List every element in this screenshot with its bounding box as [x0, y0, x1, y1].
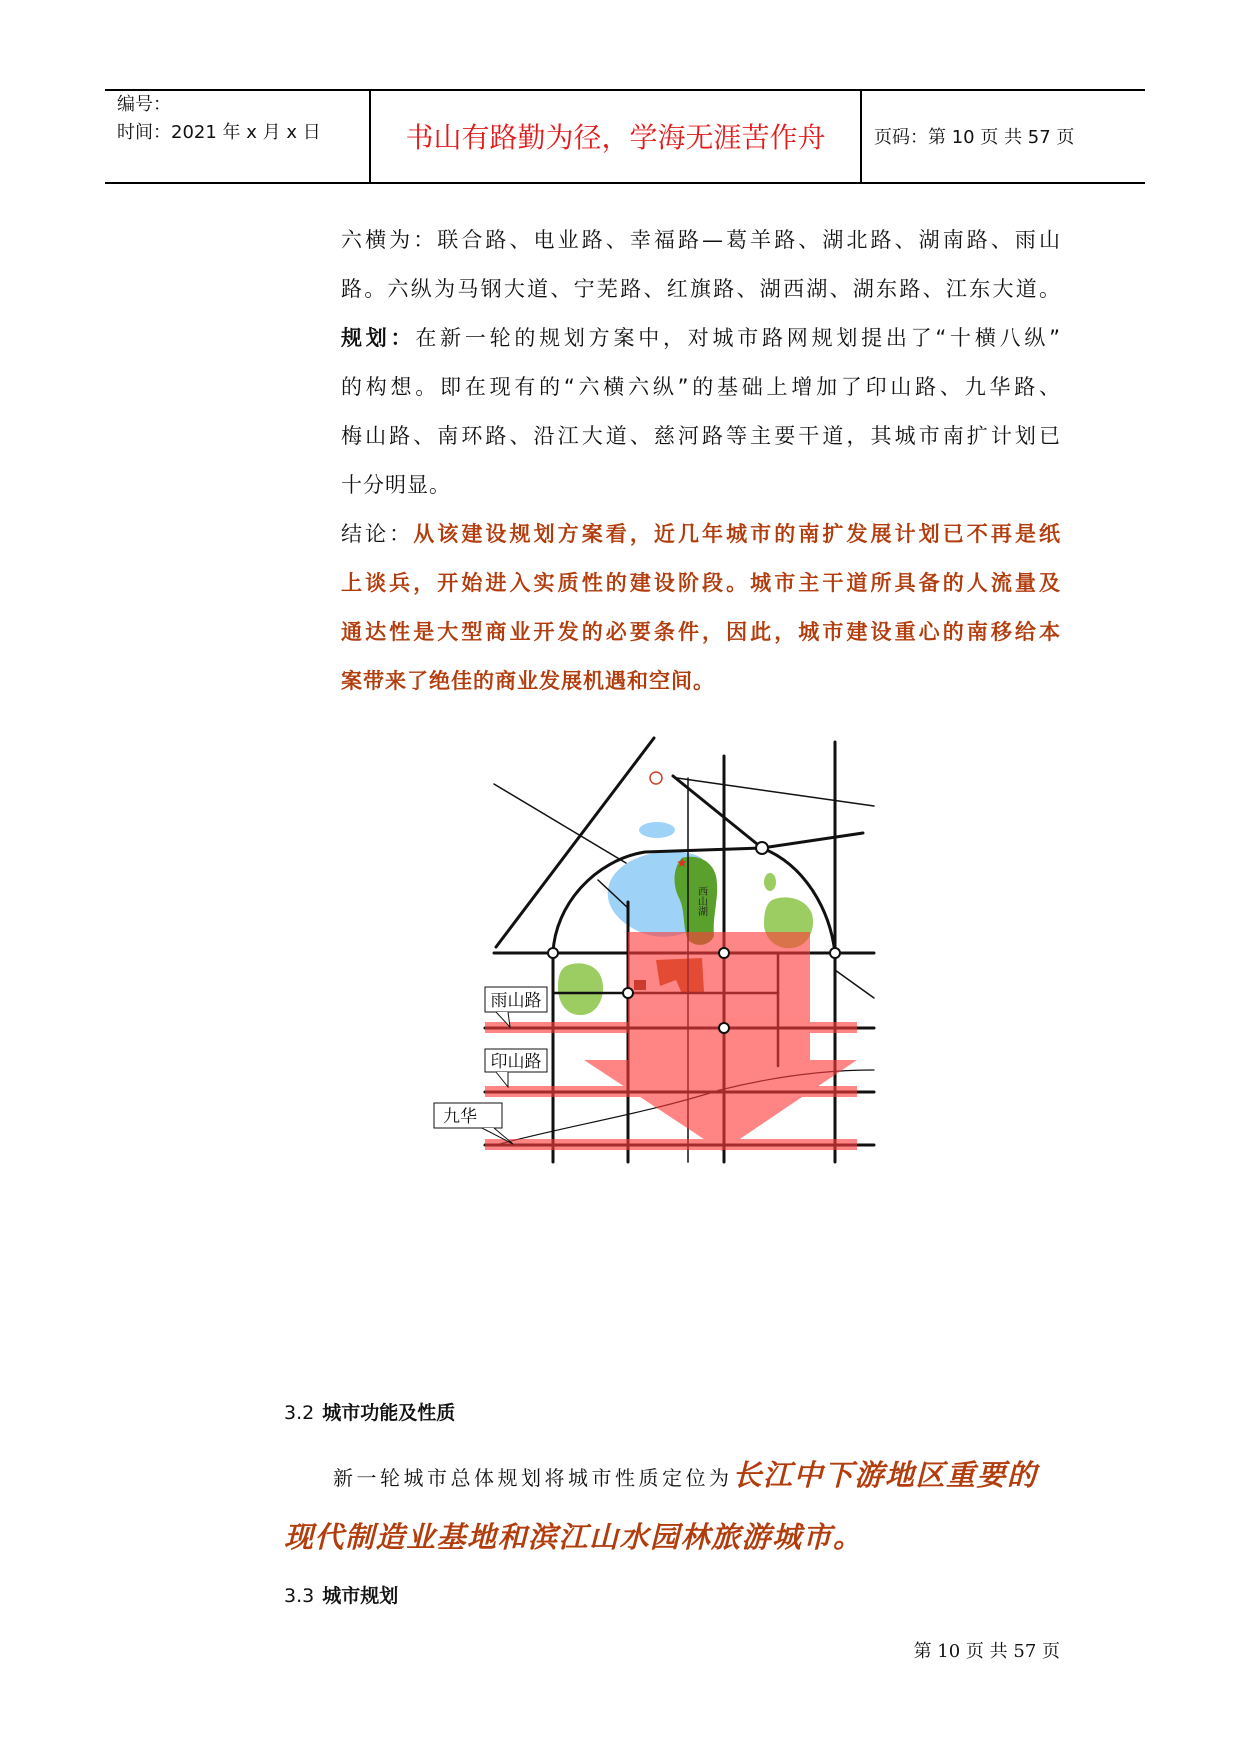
map-small-lake [639, 822, 675, 838]
body-line: 六横为：联合路、电业路、幸福路—葛羊路、湖北路、湖南路、雨山 [341, 228, 1061, 252]
plan-text: 在新一轮的规划方案中，对城市路网规划提出了“十横八纵” [415, 326, 1061, 350]
header-motto: 书山有路勤为径，学海无涯苦作舟 [405, 121, 826, 154]
section-number: 3.3 [284, 1585, 315, 1607]
body-line [341, 314, 1061, 363]
positioning-emphasis-2: 现代制造业基地和滨江山水园林旅游城市。 [284, 1520, 864, 1554]
header-divider-right [860, 90, 862, 183]
conclusion-text: 从该建设规划方案看，近几年城市的南扩发展计划已不再是纸 [413, 522, 1061, 546]
section-heading-3-3 [284, 1583, 398, 1609]
map-red-band-jiuhua [485, 1139, 857, 1150]
map-west-park [558, 963, 603, 1015]
map-roundabout [623, 988, 633, 998]
positioning-emphasis-1: 长江中下游地区重要的 [732, 1458, 1038, 1492]
conclusion-label: 结论： [341, 522, 414, 546]
footer-page-number: 第 10 页 共 57 页 [913, 1641, 1060, 1662]
body-line: 十分明显。 [341, 473, 451, 497]
header-page-info: 页码：第 10 页 共 57 页 [874, 127, 1075, 148]
conclusion-line: 上谈兵，开始进入实质性的建设阶段。城市主干道所具备的人流量及 [341, 571, 1061, 595]
header-time-label: 时间：2021 年 x 月 x 日 [117, 122, 321, 143]
section-heading-3-2 [284, 1400, 455, 1426]
map-roundabout [719, 948, 729, 958]
body-line: 的构想。即在现有的“六横六纵”的基础上增加了印山路、九华路、 [341, 375, 1061, 399]
map-roundabout [756, 842, 768, 854]
map-small-park [764, 873, 776, 891]
map-lake-label: 西山湖 [695, 886, 707, 916]
body-line [341, 510, 1061, 559]
header-bottom-rule [105, 182, 1145, 184]
map-label-yinshan-road: 印山路 [490, 1052, 542, 1072]
body-line: 路。六纵为马钢大道、宁芜路、红旗路、湖西湖、湖东路、江东大道。 [341, 277, 1061, 301]
section-title: 城市功能及性质 [322, 1402, 456, 1424]
map-label-yushan-road: 雨山路 [490, 991, 542, 1011]
header-top-rule [105, 89, 1145, 91]
body-line: 梅山路、南环路、沿江大道、慈河路等主要干道，其城市南扩计划已 [341, 424, 1061, 448]
header-number-label: 编号： [117, 94, 171, 115]
map-roundabout [548, 948, 558, 958]
map-roundabout [830, 948, 840, 958]
plan-label: 规划： [341, 326, 416, 350]
city-road-plan-map [420, 730, 890, 1170]
conclusion-line: 案带来了绝佳的商业发展机遇和空间。 [341, 669, 715, 693]
map-label-jiuhua: 九华 [443, 1107, 477, 1127]
map-roundabout [719, 1023, 729, 1033]
city-positioning-paragraph [333, 1453, 1061, 1497]
section-title: 城市规划 [322, 1585, 399, 1607]
conclusion-line: 通达性是大型商业开发的必要条件，因此，城市建设重心的南移给本 [341, 620, 1061, 644]
positioning-lead-text: 新一轮城市总体规划将城市性质定位为 [333, 1466, 733, 1490]
section-number: 3.2 [284, 1402, 315, 1424]
